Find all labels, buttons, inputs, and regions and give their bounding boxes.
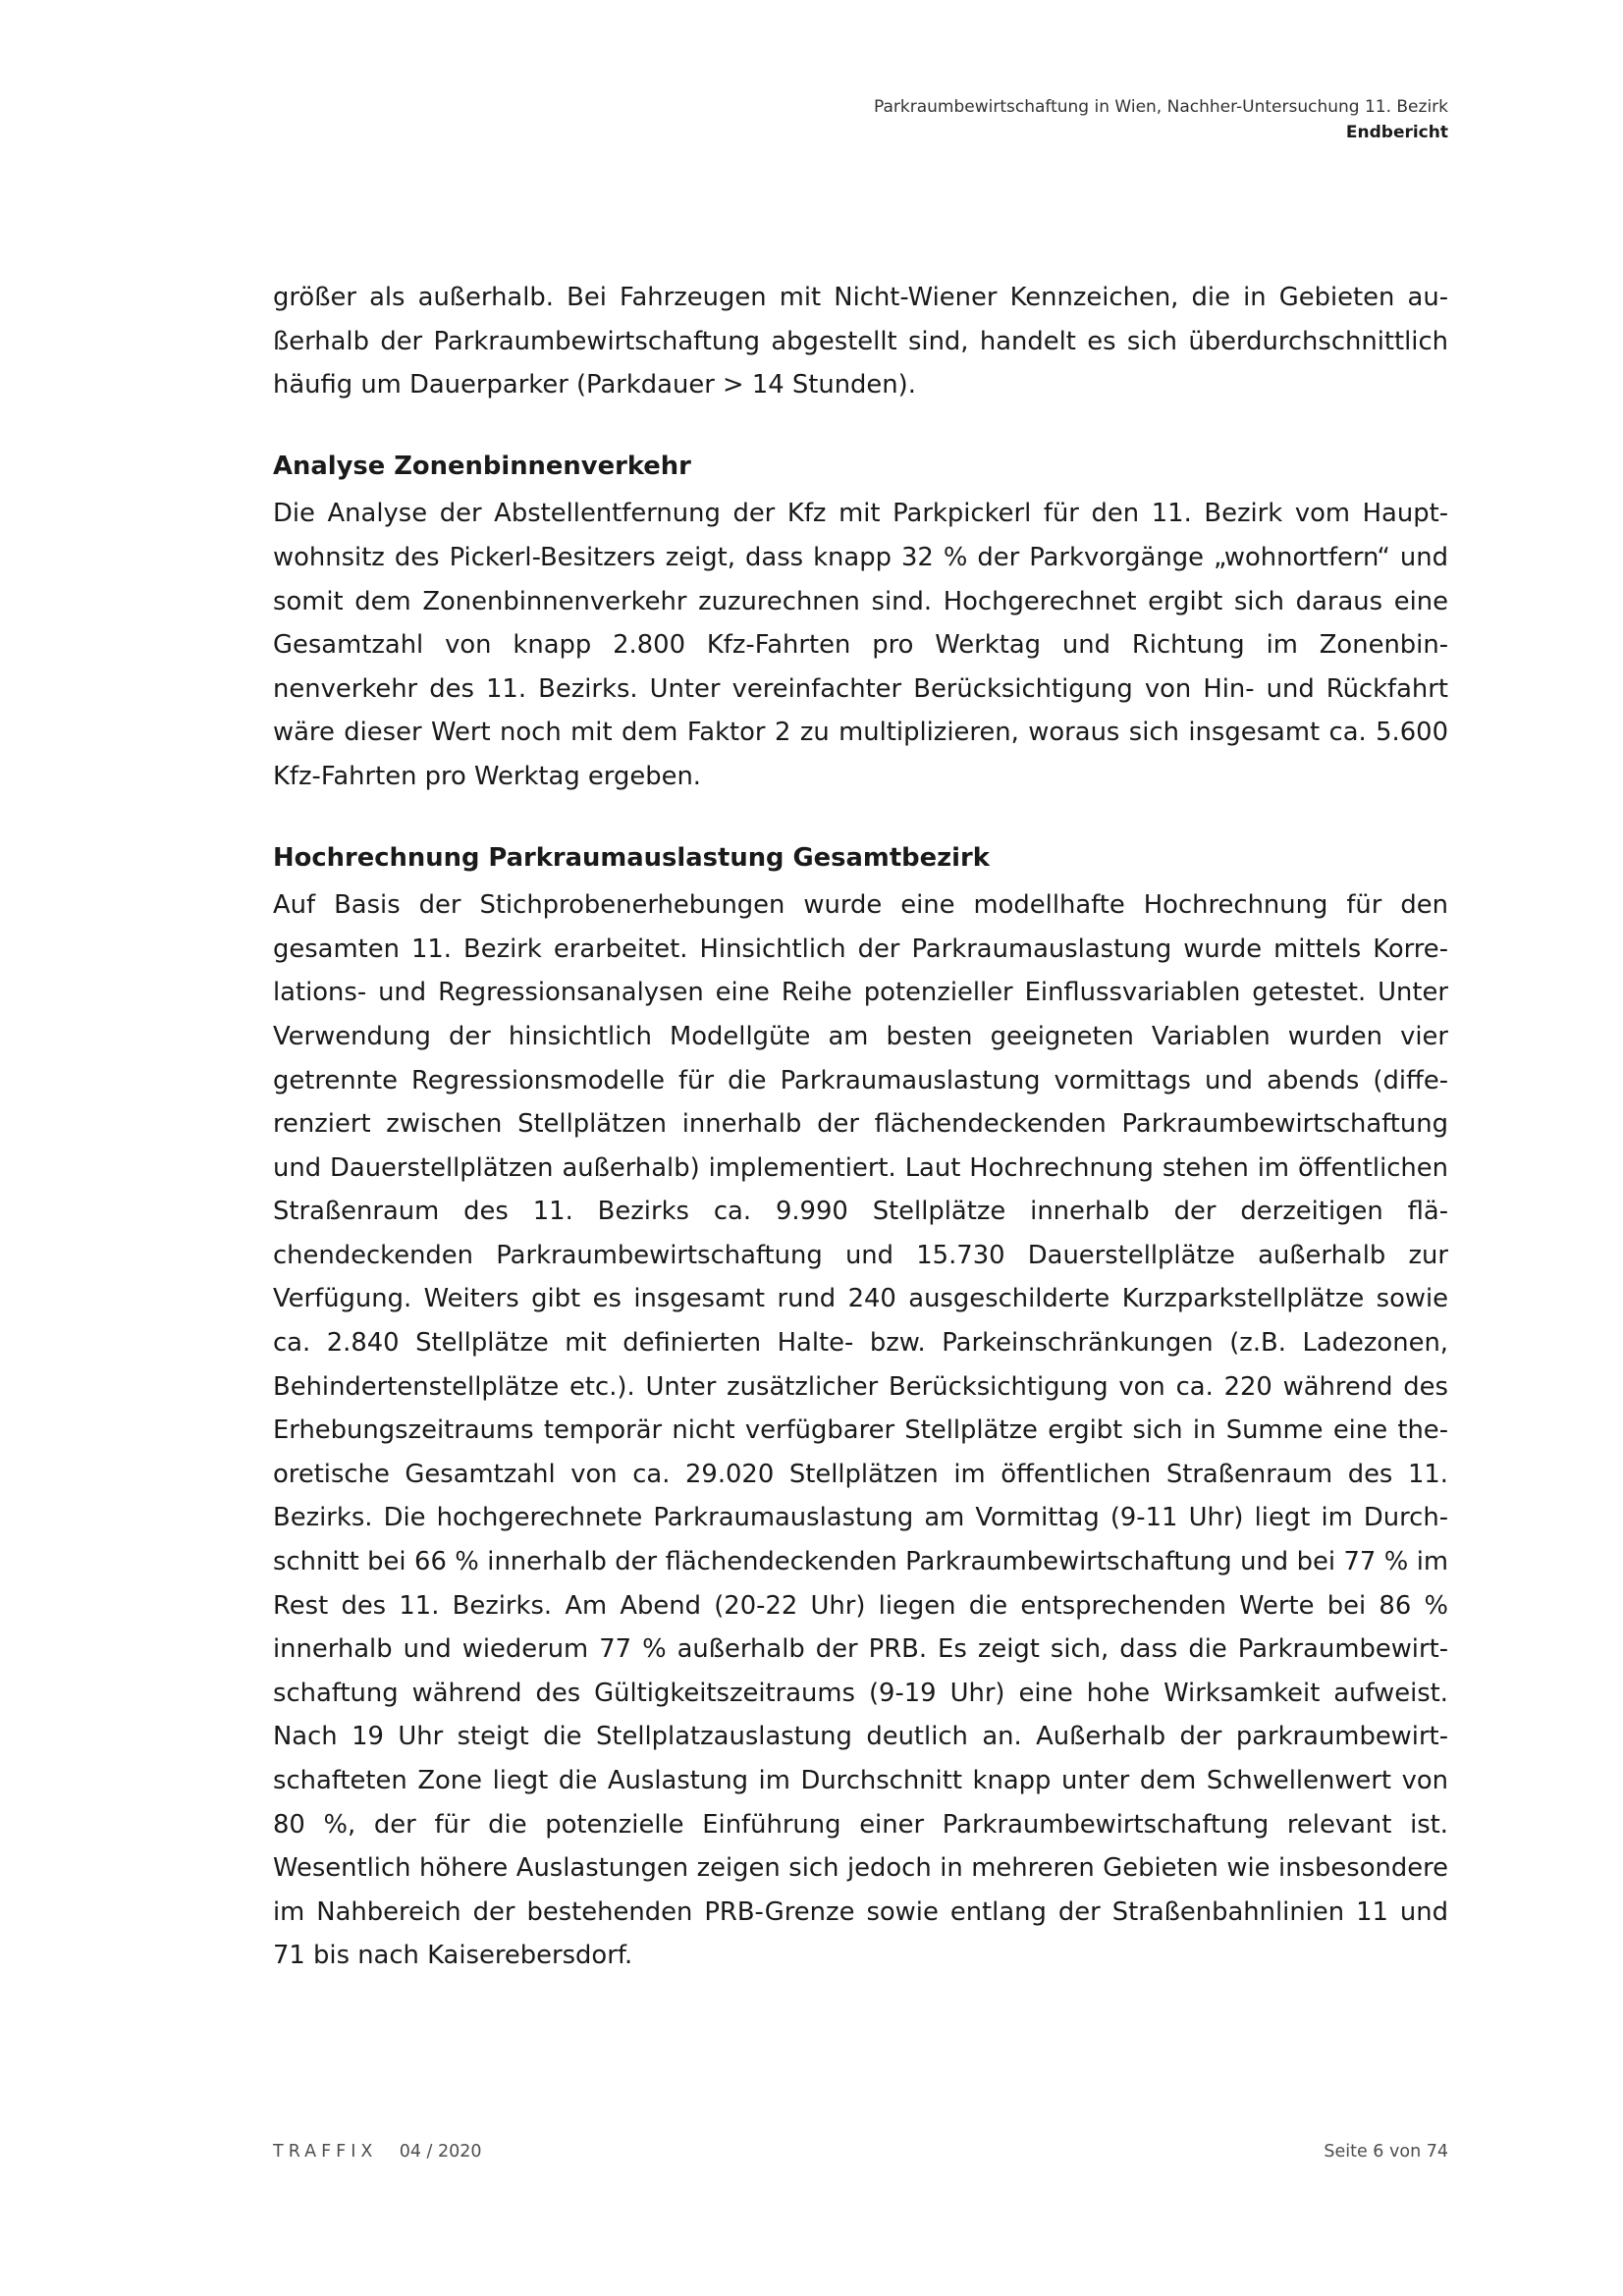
document-subtitle: Endbericht	[1345, 123, 1448, 142]
section-heading-hochrechnung: Hochrechnung Parkraumauslastung Gesamtbezirk	[273, 842, 990, 873]
document-title: Parkraumbewirtschaftung in Wien, Nachher-Untersuchung 11. Bezirk	[874, 97, 1448, 117]
page-number: Seite 6 von 74	[1324, 2142, 1448, 2162]
footer-date: 04 / 2020	[399, 2142, 482, 2162]
section-paragraph-hochrechnung: Auf Basis der Stichprobenerhebungen wurde eine modellhafte Hochrechnung für den gesamten 11. Bezirk erarbeitet. Hinsichtlich der Parkraumauslastung wurde mittels Korrelations- und Regressionsanalysen eine Reihe potenzieller Einflussvariablen getestet. Unter Verwendung der hinsichtlich Modellgüte am besten geeigneten Variablen wurden vier getrennte Regressionsmodelle für die Parkraumauslastung vormittags und abends (differenziert zwischen Stellplätzen innerhalb der flächendeckenden Parkraumbewirtschaftung und Dauerstellplätzen außerhalb) implementiert. Laut Hochrechnung stehen im öffentlichen Straßenraum des 11. Bezirks ca. 9.990 Stellplätze innerhalb der derzeitigen flächendeckenden Parkraumbewirtschaftung und 15.730 Dauerstellplätze außerhalb zur Verfügung. Weiters gibt es insgesamt rund 240 ausgeschilderte Kurzparkstellplätze sowie ca. 2.840 Stellplätze mit definierten Halte- bzw. Parkeinschränkungen (z.B. Ladezonen, Behindertenstellplätze etc.). Unter zusätzlicher Berücksichtigung von ca. 220 während des Erhebungszeitraums temporär nicht verfügbarer Stellplätze ergibt sich in Summe eine theoretische Gesamtzahl von ca. 29.020 Stellplätzen im öffentlichen Straßenraum des 11. Bezirks. Die hochgerechnete Parkraumauslastung am Vormittag (9-11 Uhr) liegt im Durchschnitt bei 66 % innerhalb der flächendeckenden Parkraumbewirtschaftung und bei 77 % im Rest des 11. Bezirks. Am Abend (20-22 Uhr) liegen die entsprechenden Werte bei 86 % innerhalb und wiederum 77 % außerhalb der PRB. Es zeigt sich, dass die Parkraumbewirtschaftung während des Gültigkeitszeitraums (9-19 Uhr) eine hohe Wirksamkeit aufweist. Nach 19 Uhr steigt die Stellplatzauslastung deutlich an. Außerhalb der parkraumbewirtschafteten Zone liegt die Auslastung im Durchschnitt knapp unter dem Schwellenwert von 80 %, der für die potenzielle Einführung einer Parkraumbewirtschaftung relevant ist. Wesentlich höhere Auslastungen zeigen sich jedoch in mehreren Gebieten wie insbesondere im Nahbereich der bestehenden PRB-Grenze sowie entlang der Straßenbahnlinien 11 und 71 bis nach Kaiserebersdorf.	[273, 890, 1448, 1971]
footer-left	[273, 2142, 482, 2162]
main-content	[273, 276, 1448, 1978]
section-heading-zonenbinnenverkehr: Analyse Zonenbinnenverkehr	[273, 451, 691, 481]
footer-brand: TRAFFIX	[273, 2142, 378, 2162]
page-header	[874, 94, 1448, 145]
intro-paragraph: größer als außerhalb. Bei Fahrzeugen mit Nicht-Wiener Kennzeichen, die in Gebieten außerhalb der Parkraumbewirtschaftung abgestellt sind, handelt es sich überdurchschnittlich häufig um Dauerparker (Parkdauer > 14 Stunden).	[273, 283, 1448, 400]
section-paragraph-zonenbinnenverkehr: Die Analyse der Abstellentfernung der Kfz mit Parkpickerl für den 11. Bezirk vom Hauptwohnsitz des Pickerl-Besitzers zeigt, dass knapp 32 % der Parkvorgänge „wohnortfern“ und somit dem Zonenbinnenverkehr zuzurechnen sind. Hochgerechnet ergibt sich daraus eine Gesamtzahl von knapp 2.800 Kfz-Fahrten pro Werktag und Richtung im Zonenbinnenverkehr des 11. Bezirks. Unter vereinfachter Berücksichtigung von Hin- und Rückfahrt wäre dieser Wert noch mit dem Faktor 2 zu multiplizieren, woraus sich insgesamt ca. 5.600 Kfz-Fahrten pro Werktag ergeben.	[273, 499, 1448, 791]
